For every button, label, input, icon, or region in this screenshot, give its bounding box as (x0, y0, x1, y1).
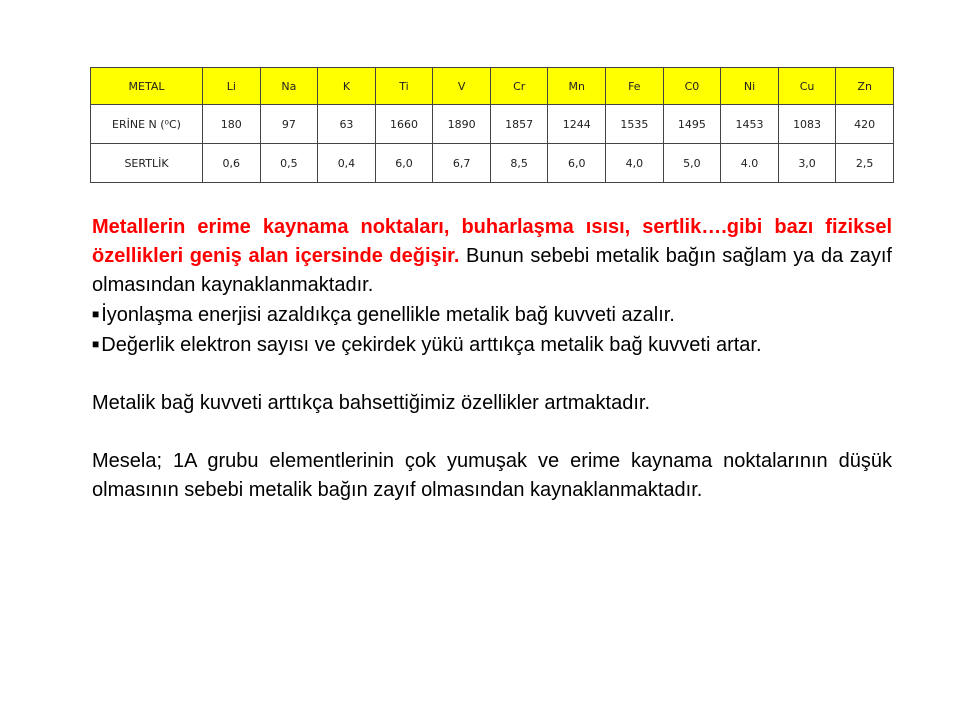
header-cell-v: V (433, 68, 491, 105)
table-row-melting-point (91, 105, 894, 144)
table-header-row (91, 68, 894, 105)
spacer (92, 418, 892, 447)
table-cell: 2,5 (836, 144, 894, 183)
header-cell-ti: Ti (375, 68, 433, 105)
table-cell: 180 (203, 105, 261, 144)
header-cell-cu: Cu (778, 68, 836, 105)
header-cell-cr: Cr (490, 68, 548, 105)
table-cell: 6,0 (375, 144, 433, 183)
table-cell: 97 (260, 105, 318, 144)
table-row-hardness (91, 144, 894, 183)
table-cell: 0,4 (318, 144, 376, 183)
intro-continuation: Bunun sebebi metalik bağın sağlam ya da zayıf olmasından kaynaklanmaktadır. (92, 245, 892, 296)
square-bullet-icon: ■ (92, 337, 100, 351)
header-cell-zn: Zn (836, 68, 894, 105)
table-cell: ERİNE N (⁰C) (91, 105, 203, 144)
header-cell-metal: METAL (91, 68, 203, 105)
table-cell: 1890 (433, 105, 491, 144)
bullet-text: Değerlik elektron sayısı ve çekirdek yükü arttıkça metalik bağ kuvveti artar. (101, 334, 762, 356)
table-cell: 1453 (721, 105, 779, 144)
table-cell: 63 (318, 105, 376, 144)
example-paragraph: Mesela; 1A grubu elementlerinin çok yumuşak ve erime kaynama noktalarının düşük olmasının sebebi metalik bağın zayıf olmasından kaynaklanmaktadır. (92, 450, 892, 501)
spacer (92, 360, 892, 389)
highlighted-statement: Metallerin erime kaynama noktaları, buharlaşma ısısı, sertlik….gibi bazı fiziksel özellikleri geniş alan içersinde değişir. (92, 216, 892, 267)
table-cell: 0,6 (203, 144, 261, 183)
bullet-item-ionization (92, 300, 892, 330)
table-cell: 1083 (778, 105, 836, 144)
table-cell: 1857 (490, 105, 548, 144)
header-cell-k: K (318, 68, 376, 105)
table-cell: 0,5 (260, 144, 318, 183)
table-cell: 1660 (375, 105, 433, 144)
table-cell: 4,0 (606, 144, 664, 183)
header-cell-mn: Mn (548, 68, 606, 105)
header-cell-li: Li (203, 68, 261, 105)
table-cell: 4.0 (721, 144, 779, 183)
intro-paragraph (92, 213, 892, 300)
table-cell: 3,0 (778, 144, 836, 183)
table-cell: 1535 (606, 105, 664, 144)
bond-strength-paragraph: Metalik bağ kuvveti arttıkça bahsettiğimiz özellikler artmaktadır. (92, 392, 650, 414)
table-cell: 6,0 (548, 144, 606, 183)
square-bullet-icon: ■ (92, 307, 100, 321)
table-cell: SERTLİK (91, 144, 203, 183)
table-cell: 420 (836, 105, 894, 144)
table-cell: 1244 (548, 105, 606, 144)
bullet-item-valence (92, 330, 892, 360)
table-cell: 5,0 (663, 144, 721, 183)
header-cell-co: C0 (663, 68, 721, 105)
bullet-text: İyonlaşma enerjisi azaldıkça genellikle metalik bağ kuvveti azalır. (101, 304, 675, 326)
body-text (92, 213, 892, 505)
header-cell-fe: Fe (606, 68, 664, 105)
header-cell-ni: Ni (721, 68, 779, 105)
table-cell: 1495 (663, 105, 721, 144)
table-cell: 8,5 (490, 144, 548, 183)
header-cell-na: Na (260, 68, 318, 105)
metal-properties-table (90, 67, 894, 183)
table-cell: 6,7 (433, 144, 491, 183)
